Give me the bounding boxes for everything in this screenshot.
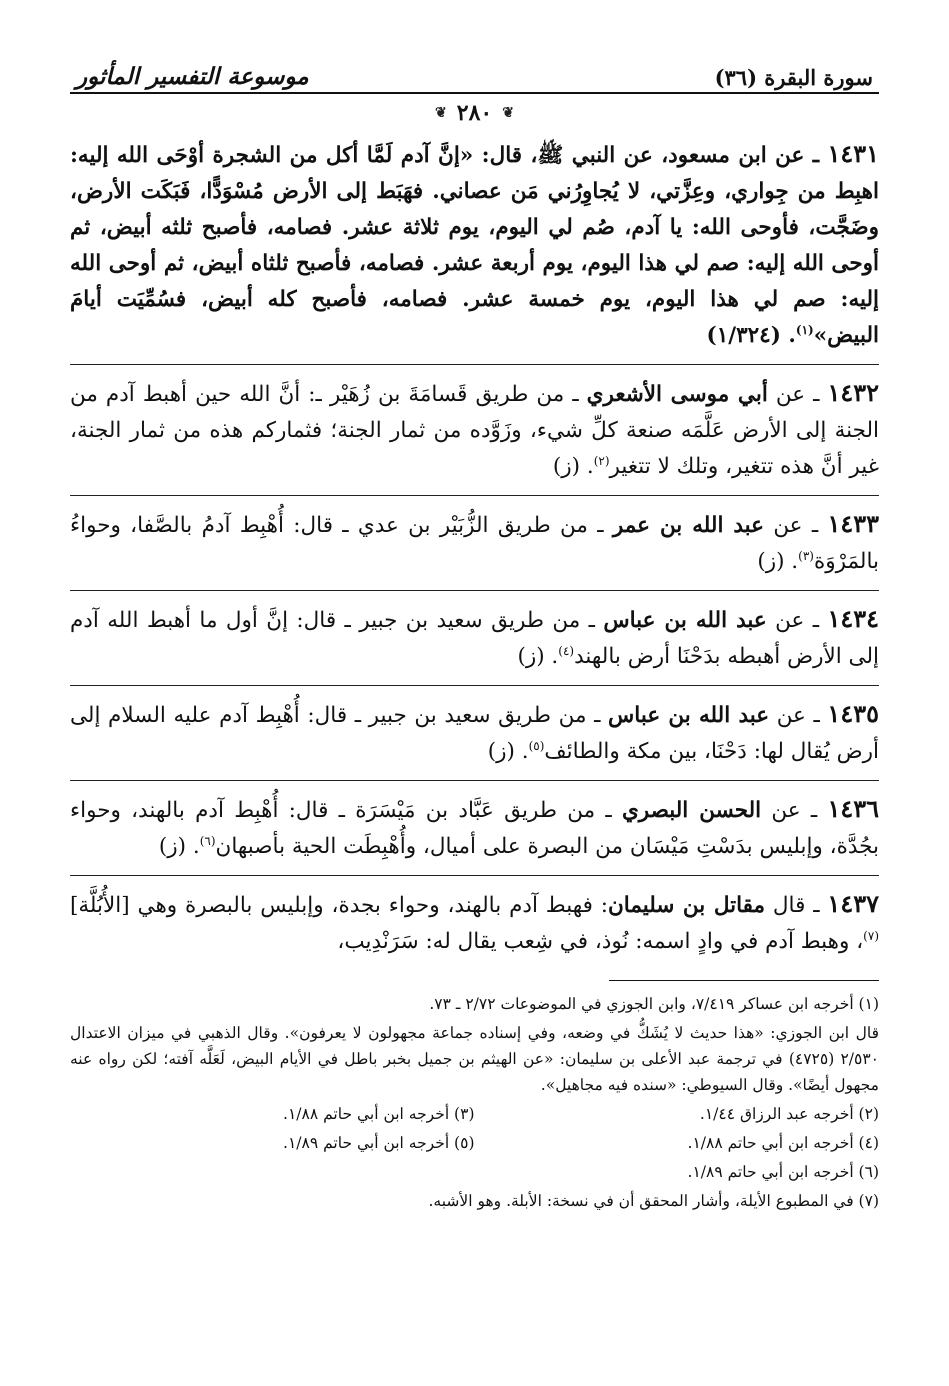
main-content bbox=[70, 136, 879, 970]
entry-1433 bbox=[70, 506, 879, 591]
entry-prefix: ـ قال bbox=[765, 893, 828, 918]
entry-prefix: ـ عن bbox=[769, 703, 828, 728]
page-number: ٢٨٠ bbox=[456, 100, 493, 126]
entry-text: ـ من طريق سعيد بن جبير ـ قال: إنَّ أول ما أهبط الله آدم إلى الأرض أهبطه بدَحْنَا أرض بالهند bbox=[70, 608, 879, 669]
entry-tail: . (ز) bbox=[552, 454, 594, 479]
entry-tail: . (ز) bbox=[158, 834, 200, 859]
entry-text: ـ من طريق الزُّبَيْر بن عدي ـ قال: أُهْبِط آدمُ بالصَّفا، وحواءُ بالمَرْوَة bbox=[70, 513, 879, 574]
ornament-icon: ❦ bbox=[502, 105, 514, 121]
footnote-ref[interactable]: (٢) bbox=[593, 453, 610, 468]
footnote-row bbox=[70, 1101, 879, 1127]
surah-title: سورة البقرة (٣٦) bbox=[714, 65, 873, 90]
footnote-ref[interactable]: (١) bbox=[795, 322, 814, 337]
narrator-name: عبد الله بن عباس bbox=[608, 703, 770, 728]
entry-text: ـ من طريق عَبَّاد بن مَيْسَرَة ـ قال: أُهْبِط آدم بالهند، وحواء بجُدَّة، وإبليس بدَسْتِ مَيْسَان من البصرة على أميال، وأُهْبِطَت الحية بأصبهان bbox=[70, 798, 879, 859]
entry-text: ـ عن ابن مسعود، عن النبي ﷺ، قال: «إنَّ آدم لَمَّا أكل من الشجرة أوْحَى الله إليه: اهبِط من جِواري، وعِزَّتي، لا يُجاوِرُني مَن عصاني. فهَبَط إلى الأرض مُسْوَدًّا، فَبَكَت الأرض، وضَجَّت، فأوحى الله: يا آدم، صُم لي اليوم، يوم ثلاثة عشر. فصامه، فأصبح ثلثه أبيض، ثم أوحى الله إليه: صم لي هذا اليوم، يوم أربعة عشر. فصامه، فأصبح ثلثاه أبيض، ثم أوحى الله إليه: صم لي هذا اليوم، يوم خمسة عشر. فصامه، فأصبح كله أبيض، فسُمِّيَت أيامَ البيض» bbox=[70, 143, 879, 348]
narrator-name: أبي موسى الأشعري bbox=[586, 382, 768, 407]
entry-number: ١٤٣٤ bbox=[827, 604, 879, 633]
entry-number: ١٤٣٢ bbox=[827, 378, 879, 407]
footnote-ref[interactable]: (٤) bbox=[558, 643, 575, 658]
entry-prefix: ـ عن bbox=[767, 382, 828, 407]
narrator-name: مقاتل بن سليمان bbox=[608, 893, 766, 918]
footnote-5: (٥) أخرجه ابن أبي حاتم ١/٨٩. bbox=[283, 1134, 475, 1152]
entry-number: ١٤٣١ bbox=[827, 139, 879, 168]
entry-number: ١٤٣٥ bbox=[827, 699, 879, 728]
entry-number: ١٤٣٧ bbox=[827, 889, 879, 918]
footnote-7: (٧) في المطبوع الأيلة، وأشار المحقق أن في نسخة: الأبلة. وهو الأشبه. bbox=[428, 1192, 879, 1210]
entry-1437 bbox=[70, 886, 879, 970]
narrator-name: الحسن البصري bbox=[621, 798, 762, 823]
footnote-ref[interactable]: (٥) bbox=[528, 738, 545, 753]
footnote-3: (٣) أخرجه ابن أبي حاتم ١/٨٨. bbox=[283, 1105, 475, 1123]
entry-tail: . (١/٣٢٤) bbox=[706, 323, 796, 348]
narrator-name: عبد الله بن عمر bbox=[612, 513, 764, 538]
footnote-ref[interactable]: (٣) bbox=[798, 548, 814, 563]
entry-number: ١٤٣٣ bbox=[827, 509, 879, 538]
footnotes bbox=[70, 991, 879, 1214]
entry-prefix: ـ عن bbox=[766, 608, 828, 633]
footnote-1-note: قال ابن الجوزي: «هذا حديث لا يُشَكُّ في وضعه، وفي إسناده جماعة مجهولون لا يعرفون». وقال الذهبي في ميزان الاعتدال ٢/٥٣٠ (٤٧٢٥) في ترجمة عبد الأعلى بن سليمان: «عن الهيثم بن جميل بخبر باطل في الأيام البيض، لَعَلَّه آفته؛ لكن رواه عنه مجهول أيضًا». وقال السيوطي: «سنده فيه مجاهيل». bbox=[70, 1024, 879, 1094]
footnote-divider bbox=[609, 980, 879, 981]
footnote-6: (٦) أخرجه ابن أبي حاتم ١/٨٩. bbox=[687, 1163, 879, 1181]
entry-1435 bbox=[70, 696, 879, 781]
entry-1436 bbox=[70, 791, 879, 876]
footnote-ref[interactable]: (٦) bbox=[199, 833, 216, 848]
entry-text: : فهبط آدم بالهند، وحواء بجدة، وإبليس بالبصرة وهي [الأُبُلَّة] bbox=[70, 893, 609, 918]
entry-text: ـ من طريق سعيد بن جبير ـ قال: أُهْبِط آدم عليه السلام إلى أرض يُقال لها: دَحْنَا، بين مكة والطائف bbox=[70, 703, 879, 764]
entry-tail: . (ز) bbox=[757, 549, 799, 574]
entry-prefix: ـ عن bbox=[764, 513, 828, 538]
book-title: موسوعة التفسير المأثور bbox=[76, 63, 309, 90]
entry-tail: . (ز) bbox=[487, 739, 529, 764]
entry-1434 bbox=[70, 601, 879, 686]
entry-prefix: ـ عن bbox=[761, 798, 828, 823]
entry-1432 bbox=[70, 375, 879, 496]
entry-tail: ، وهبط آدم في وادٍ اسمه: نُوذ، في شِعب يقال له: سَرَنْدِيب، bbox=[337, 929, 864, 954]
entry-text: ـ من طريق قَسامَةَ بن زُهَيْر ـ: أنَّ الله حين أهبط آدم من الجنة إلى الأرض عَلَّمَه صنعة كلِّ شيء، وزَوَّده من ثمار الجنة؛ فثماركم هذه من ثمار الجنة، غير أنَّ هذه تتغير، وتلك لا تتغير bbox=[70, 382, 879, 479]
footnote-1: (١) أخرجه ابن عساكر ٧/٤١٩، وابن الجوزي في الموضوعات ٢/٧٢ ـ ٧٣. bbox=[429, 995, 879, 1013]
narrator-name: عبد الله بن عباس bbox=[603, 608, 767, 633]
footnote-4: (٤) أخرجه ابن أبي حاتم ١/٨٨. bbox=[687, 1134, 879, 1152]
ornament-icon: ❦ bbox=[435, 105, 447, 121]
footnote-ref[interactable]: (٧) bbox=[863, 928, 879, 943]
footnote-row bbox=[70, 1130, 879, 1156]
page-number-bar bbox=[70, 98, 879, 128]
entry-tail: . (ز) bbox=[517, 644, 559, 669]
footnote-2: (٢) أخرجه عبد الرزاق ١/٤٤. bbox=[699, 1105, 879, 1123]
running-header bbox=[70, 52, 879, 94]
entry-number: ١٤٣٦ bbox=[827, 794, 879, 823]
entry-1431 bbox=[70, 136, 879, 365]
